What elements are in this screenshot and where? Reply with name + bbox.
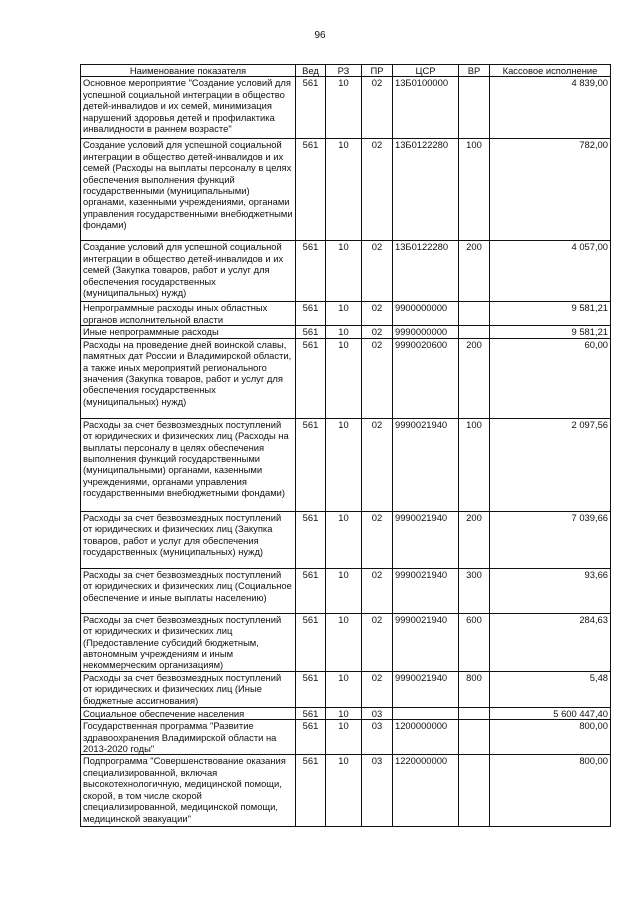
header-ved: Вед [296,65,326,77]
cell-sum: 5,48 [490,671,611,707]
cell-name: Расходы за счет безвозмездных поступлений от юридических и физических лиц (Закупка товаров, работ и услуг для обеспечения государственных (муниципальных) нужд) [81,511,296,568]
cell-rz: 10 [326,511,362,568]
cell-ved: 561 [296,326,326,338]
table-header-row [81,65,611,77]
cell-vr [459,707,490,719]
cell-pr: 02 [362,326,393,338]
cell-csr: 1220000000 [393,755,459,827]
table-row [81,77,611,139]
cell-vr [459,77,490,139]
cell-sum: 60,00 [490,338,611,418]
cell-sum: 5 600 447,40 [490,707,611,719]
cell-vr: 600 [459,613,490,671]
cell-pr: 02 [362,302,393,326]
cell-rz: 10 [326,139,362,241]
cell-name: Расходы за счет безвозмездных поступлений от юридических и физических лиц (Социальное обеспечение и иные выплаты населению) [81,568,296,613]
cell-rz: 10 [326,302,362,326]
header-vr: ВР [459,65,490,77]
cell-rz: 10 [326,671,362,707]
cell-vr [459,326,490,338]
cell-rz: 10 [326,326,362,338]
cell-pr: 02 [362,241,393,302]
cell-vr: 800 [459,671,490,707]
cell-vr [459,720,490,755]
cell-rz: 10 [326,707,362,719]
cell-csr: 9990021940 [393,568,459,613]
table-row [81,139,611,241]
cell-vr: 100 [459,418,490,511]
table-row [81,326,611,338]
cell-sum: 9 581,21 [490,302,611,326]
cell-ved: 561 [296,707,326,719]
table-row [81,568,611,613]
header-name: Наименование показателя [81,65,296,77]
table-row [81,671,611,707]
cell-name: Непрограммные расходы иных областных органов исполнительной власти [81,302,296,326]
cell-name: Создание условий для успешной социальной интеграции в общество детей-инвалидов и их семей (Расходы на выплаты персоналу в целях обеспечения выполнения функций государственными (муниципальными) органами, казенными учреждениями, органами управления государственными внебюджетными фондами) [81,139,296,241]
table-row [81,755,611,827]
cell-csr: 9990020600 [393,338,459,418]
cell-name: Расходы за счет безвозмездных поступлений от юридических и физических лиц (Расходы на выплаты персоналу в целях обеспечения выполнения функций государственными (муниципальными) органами, казенными учреждениями, органами управления государственными внебюджетными фондами) [81,418,296,511]
cell-vr: 200 [459,338,490,418]
cell-csr: 13Б0122280 [393,139,459,241]
cell-rz: 10 [326,568,362,613]
cell-csr: 9990000000 [393,326,459,338]
cell-sum: 9 581,21 [490,326,611,338]
cell-pr: 03 [362,720,393,755]
cell-pr: 02 [362,613,393,671]
cell-vr: 300 [459,568,490,613]
cell-rz: 10 [326,755,362,827]
cell-ved: 561 [296,302,326,326]
cell-csr: 9990021940 [393,418,459,511]
cell-ved: 561 [296,720,326,755]
cell-ved: 561 [296,511,326,568]
cell-csr: 9990021940 [393,613,459,671]
cell-csr: 1200000000 [393,720,459,755]
cell-sum: 2 097,56 [490,418,611,511]
cell-sum: 7 039,66 [490,511,611,568]
cell-sum: 93,66 [490,568,611,613]
cell-ved: 561 [296,671,326,707]
cell-name: Расходы за счет безвозмездных поступлений от юридических и физических лиц (Иные бюджетные ассигнования) [81,671,296,707]
header-sum: Кассовое исполнение [490,65,611,77]
cell-vr: 200 [459,241,490,302]
header-pr: ПР [362,65,393,77]
cell-sum: 4 839,00 [490,77,611,139]
cell-ved: 561 [296,139,326,241]
cell-ved: 561 [296,755,326,827]
cell-csr: 13Б0122280 [393,241,459,302]
cell-pr: 02 [362,77,393,139]
header-csr: ЦСР [393,65,459,77]
cell-rz: 10 [326,241,362,302]
cell-name: Иные непрограммные расходы [81,326,296,338]
cell-pr: 02 [362,139,393,241]
table-row [81,613,611,671]
cell-rz: 10 [326,418,362,511]
table-row [81,707,611,719]
cell-ved: 561 [296,613,326,671]
cell-rz: 10 [326,338,362,418]
cell-vr [459,755,490,827]
table-row [81,720,611,755]
cell-name: Подпрограмма "Совершенствование оказания специализированной, включая высокотехнологичную, медицинской помощи, скорой, в том числе скорой специализированной, медицинской помощи, медицинской эвакуации" [81,755,296,827]
cell-name: Создание условий для успешной социальной интеграции в общество детей-инвалидов и их семей (Закупка товаров, работ и услуг для обеспечения государственных (муниципальных) нужд) [81,241,296,302]
cell-csr: 9990021940 [393,671,459,707]
table-row [81,241,611,302]
table-row [81,338,611,418]
cell-pr: 02 [362,671,393,707]
cell-sum: 4 057,00 [490,241,611,302]
cell-vr [459,302,490,326]
cell-csr: 9990021940 [393,511,459,568]
table-row [81,418,611,511]
cell-pr: 02 [362,418,393,511]
table-row [81,511,611,568]
cell-rz: 10 [326,720,362,755]
cell-csr: 13Б0100000 [393,77,459,139]
cell-ved: 561 [296,338,326,418]
budget-execution-table [80,64,611,827]
cell-rz: 10 [326,77,362,139]
cell-name: Государственная программа "Развитие здравоохранения Владимирской области на 2013-2020 годы" [81,720,296,755]
cell-name: Расходы на проведение дней воинской славы, памятных дат России и Владимирской области, а также иных мероприятий регионального значения (Закупка товаров, работ и услуг для обеспечения государственных (муниципальных) нужд) [81,338,296,418]
cell-pr: 02 [362,511,393,568]
cell-ved: 561 [296,241,326,302]
cell-pr: 02 [362,568,393,613]
cell-sum: 284,63 [490,613,611,671]
cell-pr: 03 [362,707,393,719]
cell-name: Основное мероприятие "Создание условий для успешной социальной интеграции в общество детей-инвалидов и их семей, минимизация нарушений здоровья детей и профилактика инвалидности в раннем возрасте" [81,77,296,139]
cell-sum: 800,00 [490,755,611,827]
cell-ved: 561 [296,418,326,511]
cell-rz: 10 [326,613,362,671]
cell-ved: 561 [296,568,326,613]
cell-csr: 9900000000 [393,302,459,326]
cell-csr [393,707,459,719]
header-rz: РЗ [326,65,362,77]
cell-pr: 03 [362,755,393,827]
cell-vr: 100 [459,139,490,241]
cell-name: Социальное обеспечение населения [81,707,296,719]
cell-sum: 782,00 [490,139,611,241]
cell-vr: 200 [459,511,490,568]
cell-sum: 800,00 [490,720,611,755]
table-row [81,302,611,326]
cell-pr: 02 [362,338,393,418]
cell-ved: 561 [296,77,326,139]
page-number: 96 [314,30,326,41]
cell-name: Расходы за счет безвозмездных поступлений от юридических и физических лиц (Предоставление субсидий бюджетным, автономным учреждениям и иным некоммерческим организациям) [81,613,296,671]
